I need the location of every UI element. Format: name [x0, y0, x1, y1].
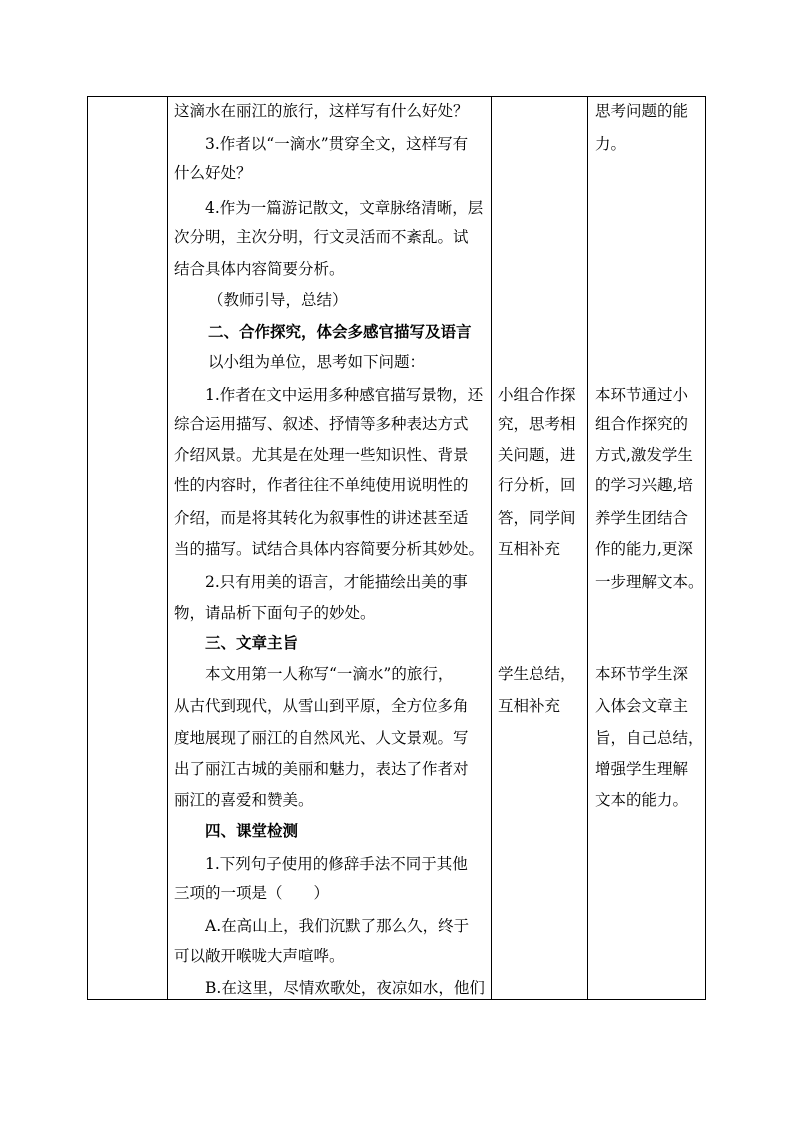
- text-line: 4.作为一篇游记散文，文章脉络清晰，层: [205, 199, 484, 217]
- text-line: 当的描写。试结合具体内容简要分析其妙处。: [174, 540, 485, 558]
- text-line: 一步理解文本。: [595, 573, 704, 591]
- text-line: 1.下列句子使用的修辞手法不同于其他: [205, 855, 468, 873]
- text-line: 本文用第一人称写“一滴水”的旅行，: [205, 665, 454, 683]
- text-line: 三项的一项是（ ）: [174, 884, 330, 902]
- text-line: 从古代到现代，从雪山到平原，全方位多角: [174, 697, 469, 715]
- text-line: 可以敞开喉咙大声喧哗。: [174, 947, 345, 965]
- text-line: 物，请品析下面句子的妙处。: [174, 604, 376, 622]
- text-line: 入体会文章主: [595, 697, 689, 715]
- text-line: B.在这里，尽情欢歌处，夜凉如水，他们: [205, 979, 485, 997]
- text-line: 作的能力,更深: [595, 540, 693, 558]
- column-design-intent: [588, 97, 706, 999]
- text-line: 组合作探究的: [595, 415, 689, 433]
- text-line: 方式,激发学生: [595, 446, 693, 464]
- text-line: 思考问题的能: [595, 102, 689, 120]
- text-line: 学生总结，: [498, 665, 576, 683]
- text-line: 文本的能力。: [595, 791, 689, 809]
- text-line: 行分析，回: [498, 476, 576, 494]
- text-line: 什么好处？: [174, 164, 252, 182]
- text-line: 小组合作探: [498, 386, 576, 404]
- text-line: 出了丽江古城的美丽和魅力，表达了作者对: [174, 760, 469, 778]
- column-teaching-content: [168, 97, 491, 999]
- text-line: 本环节通过小: [595, 386, 689, 404]
- text-line: （教师引导，总结）: [208, 291, 348, 309]
- text-line: 2.只有用美的语言，才能描绘出美的事: [205, 573, 468, 591]
- text-line: 互相补充: [498, 697, 561, 715]
- text-line: 结合具体内容简要分析。: [174, 260, 345, 278]
- lesson-plan-table: [87, 96, 706, 1000]
- text-line: 互相补充: [498, 540, 561, 558]
- text-line: 旨，自己总结，: [595, 729, 704, 747]
- text-line: 3.作者以“一滴水”贯穿全文，这样写有: [205, 135, 469, 153]
- text-line: A.在高山上，我们沉默了那么久，终于: [205, 917, 470, 935]
- text-line: 增强学生理解: [595, 760, 689, 778]
- column-student-activity: [492, 97, 587, 999]
- section-heading: 四、课堂检测: [205, 821, 299, 840]
- text-line: 养学生团结合: [595, 509, 689, 527]
- text-line: 答，同学间: [498, 509, 576, 527]
- text-line: 丽江的喜爱和赞美。: [174, 791, 314, 809]
- text-line: 介绍，而是将其转化为叙事性的讲述甚至适: [174, 509, 469, 527]
- text-line: 关问题，进: [498, 446, 576, 464]
- section-heading: 二、合作探究，体会多感官描写及语言: [208, 322, 472, 341]
- text-line: 性的内容时，作者往往不单纯使用说明性的: [174, 476, 469, 494]
- text-line: 综合运用描写、叙述、抒情等多种表达方式: [174, 415, 469, 433]
- text-line: 本环节学生深: [595, 665, 689, 683]
- text-line: 的学习兴趣,培: [595, 476, 693, 494]
- section-heading: 三、文章主旨: [205, 633, 299, 652]
- text-line: 以小组为单位，思考如下问题：: [208, 353, 426, 371]
- text-line: 介绍风景。尤其是在处理一些知识性、背景: [174, 446, 469, 464]
- text-line: 次分明，主次分明，行文灵活而不紊乱。试: [174, 228, 469, 246]
- text-line: 这滴水在丽江的旅行，这样写有什么好处？: [174, 102, 469, 120]
- text-line: 力。: [595, 135, 627, 153]
- text-line: 究，思考相: [498, 415, 576, 433]
- text-line: 1.作者在文中运用多种感官描写景物，还: [205, 386, 484, 404]
- text-line: 度地展现了丽江的自然风光、人文景观。写: [174, 729, 469, 747]
